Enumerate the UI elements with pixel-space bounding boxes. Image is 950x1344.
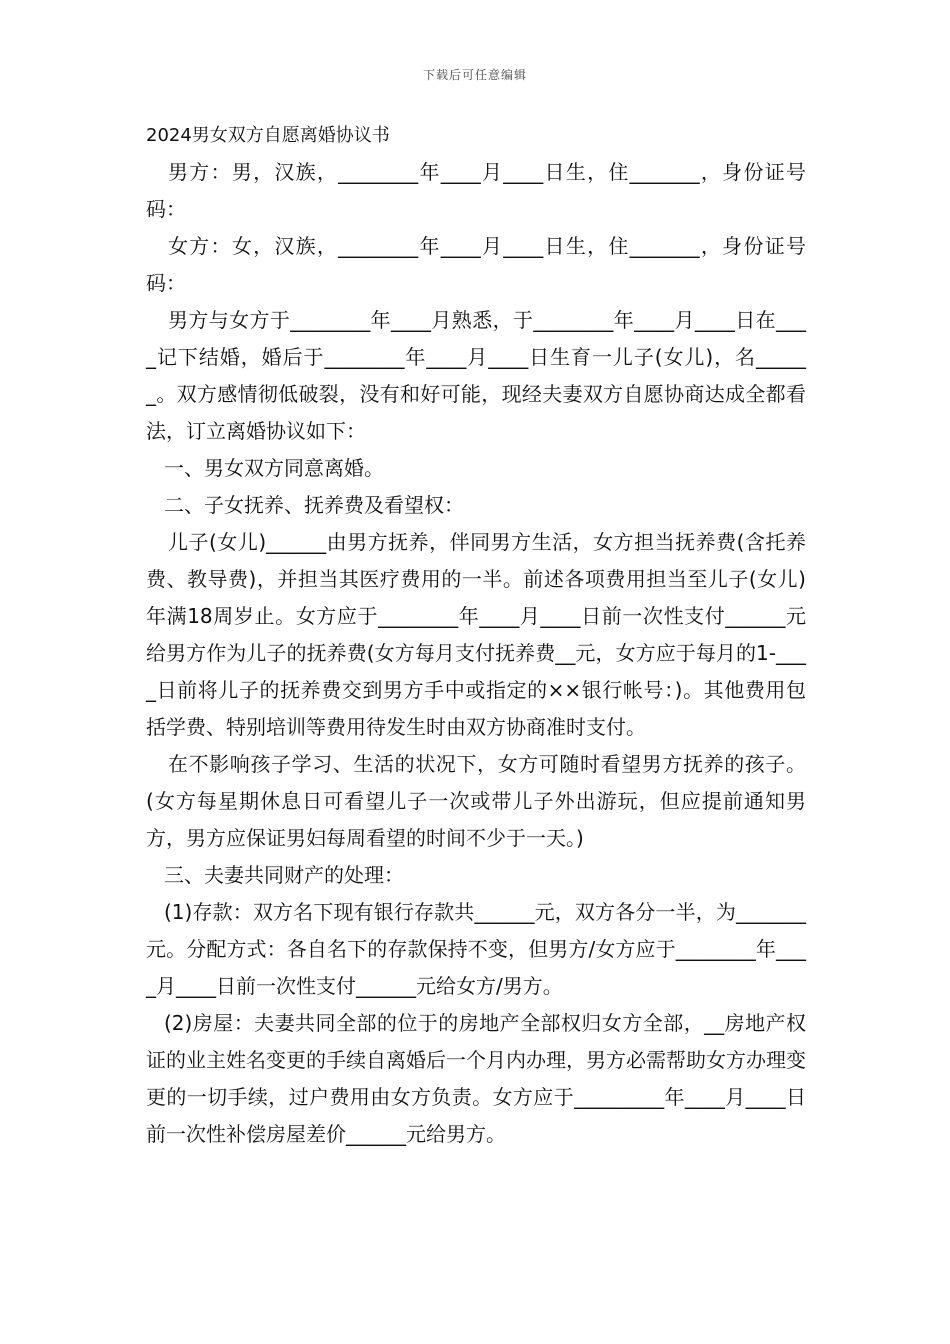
clause-property-heading: 三、夫妻共同财产的处理： bbox=[164, 863, 404, 887]
clause-child-heading: 二、子女抚养、抚养费及看望权： bbox=[164, 493, 464, 517]
document-title: 2024男女双方自愿离婚协议书 bbox=[146, 125, 390, 146]
document-body bbox=[146, 117, 806, 1153]
paragraph-house: (2)房屋：夫妻共同全部的位于的房地产全部权归女方全部，__房地产权证的业主姓名变更的手续自离婚后一个月内办理，男方必需帮助女方办理变更的一切手续，过户费用由女方负责。女方应于_________年____月____日前一次性补偿房屋差价______元给男方。 bbox=[146, 1011, 806, 1146]
paragraph-man-info: 男方：男，汉族，________年____月____日生，住_______，身份证号码： bbox=[146, 160, 806, 221]
paragraph-child-support: 儿子(女儿)______由男方抚养，伴同男方生活，女方担当抚养费(含托养费、教导费)，并担当其医疗费用的一半。前述各项费用担当至儿子(女儿)年满18周岁止。女方应于________年____月____日前一次性支付______元给男方作为儿子的抚养费(女方每月支付抚养费__元，女方应于每月的1-____日前将儿子的抚养费交到男方手中或指定的××银行帐号：)。其他费用包括学费、特别培训等费用待发生时由双方协商准时支付。 bbox=[146, 530, 806, 739]
paragraph-visitation: 在不影响孩子学习、生活的状况下，女方可随时看望男方抚养的孩子。(女方每星期休息日可看望儿子一次或带儿子外出游玩，但应提前通知男方，男方应保证男妇每周看望的时间不少于一天。) bbox=[146, 752, 806, 850]
paragraph-marriage-background: 男方与女方于________年____月熟悉，于________年____月____日在____记下结婚，婚后于________年____月____日生育一儿子(女儿)，名______。双方感情彻低破裂，没有和好可能，现经夫妻双方自愿协商达成全都看法，订立离婚协议如下： bbox=[146, 308, 806, 443]
page-header-note: 下载后可任意编辑 bbox=[422, 68, 527, 82]
clause-agree-divorce: 一、男女双方同意离婚。 bbox=[164, 456, 384, 480]
paragraph-woman-info: 女方：女，汉族，________年____月____日生，住_______，身份证号码： bbox=[146, 234, 806, 295]
paragraph-deposits: (1)存款：双方名下现有银行存款共______元，双方各分一半，为_______元。分配方式：各自名下的存款保持不变，但男方/女方应于________年____月____日前一次性支付______元给女方/男方。 bbox=[146, 900, 806, 998]
